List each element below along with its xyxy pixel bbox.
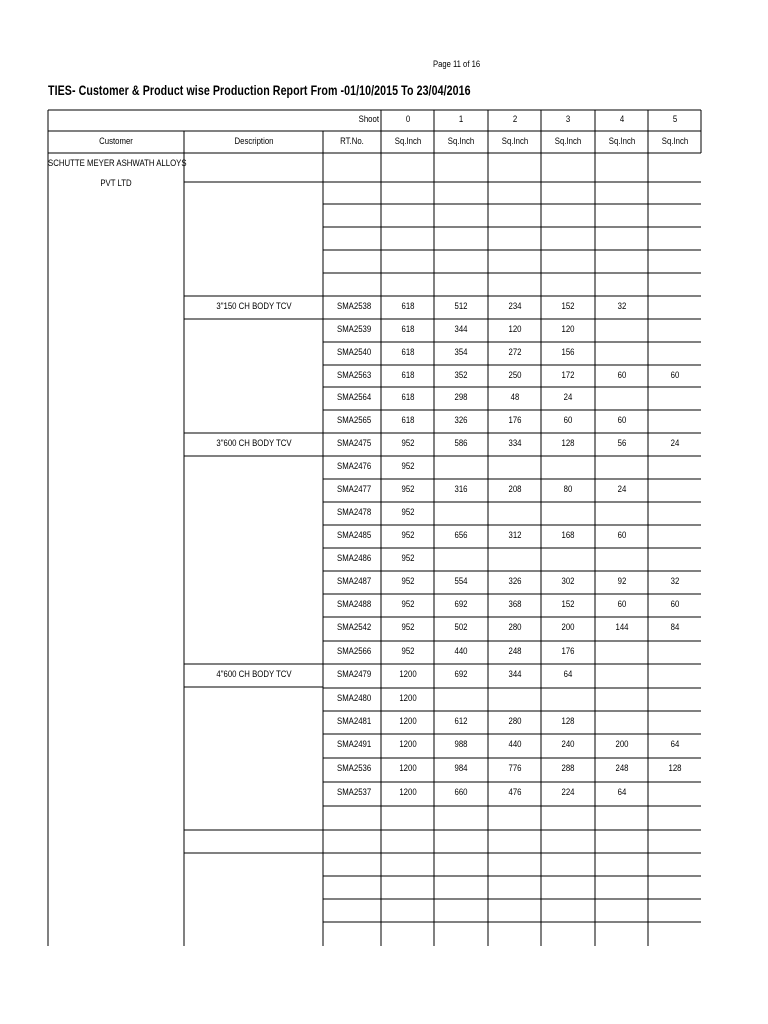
sq-inch-value: 280	[507, 716, 522, 727]
sq-inch-value: 368	[507, 599, 522, 610]
rt-number: SMA2486	[337, 553, 372, 564]
rt-number: SMA2480	[337, 693, 372, 704]
sq-inch-value: 1200	[398, 763, 417, 774]
product-description: 4"600 CH BODY TCV	[215, 669, 292, 680]
sq-inch-value: 344	[507, 669, 522, 680]
sq-inch-value: 24	[563, 392, 573, 403]
rt-number: SMA2491	[337, 739, 372, 750]
sq-inch-value: 56	[617, 438, 626, 449]
sq-inch-value: 618	[400, 301, 415, 312]
sq-inch-value: 64	[563, 669, 573, 680]
sq-inch-value: 208	[507, 484, 522, 495]
sq-inch-value: 302	[561, 576, 575, 587]
sq-inch-value: 952	[400, 530, 415, 541]
sq-inch-value: 60	[617, 530, 626, 541]
sq-inch-value: 272	[507, 347, 522, 358]
sq-inch-value: 152	[561, 301, 575, 312]
rt-number: SMA2538	[337, 301, 372, 312]
rt-number: SMA2485	[337, 530, 372, 541]
sq-inch-value: 64	[670, 739, 679, 750]
sq-inch-value: 952	[400, 599, 415, 610]
sq-inch-value: 240	[561, 739, 575, 750]
shoot-number-5: 5	[672, 114, 677, 125]
product-description: 3"150 CH BODY TCV	[215, 301, 292, 312]
sq-inch-value: 60	[617, 415, 626, 426]
report-title: TIES- Customer & Product wise Production Report From -01/10/2015 To 23/04/2016	[48, 82, 471, 98]
sq-inch-value: 200	[614, 739, 629, 750]
sq-inch-value: 24	[670, 438, 679, 449]
sq-inch-value: 128	[561, 438, 575, 449]
sq-inch-value: 440	[507, 739, 522, 750]
product-description: 3"600 CH BODY TCV	[215, 438, 292, 449]
sq-inch-value: 60	[617, 599, 626, 610]
sq-inch-value: 64	[617, 787, 626, 798]
sq-inch-value: 326	[507, 576, 522, 587]
sq-inch-value: 988	[454, 739, 468, 750]
sq-inch-value: 234	[507, 301, 522, 312]
sq-inch-value: 298	[454, 392, 468, 403]
page-number: Page 11 of 16	[433, 59, 481, 69]
sq-inch-value: 32	[617, 301, 626, 312]
rt-number: SMA2565	[337, 415, 372, 426]
sq-inch-value: 512	[454, 301, 468, 312]
sq-inch-value: 80	[563, 484, 573, 495]
sq-inch-value: 354	[454, 347, 468, 358]
sq-inch-value: 554	[454, 576, 468, 587]
description-header: Description	[234, 136, 273, 147]
sq-inch-value: 250	[507, 370, 522, 381]
sq-inch-value: 176	[507, 415, 522, 426]
sq-inch-value: 48	[510, 392, 519, 403]
sq-inch-value: 144	[614, 622, 629, 633]
sq-inch-value: 1200	[398, 669, 417, 680]
sq-inch-value: 248	[614, 763, 629, 774]
rt-number: SMA2481	[337, 716, 372, 727]
sq-inch-value: 618	[400, 370, 415, 381]
rt-number: SMA2539	[337, 324, 372, 335]
sq-inch-value: 776	[507, 763, 522, 774]
rt-number: SMA2542	[337, 622, 372, 633]
sq-inch-value: 1200	[398, 739, 417, 750]
sq-inch-value: 586	[454, 438, 468, 449]
sq-inch-value: 60	[670, 599, 679, 610]
sq-inch-value: 24	[617, 484, 626, 495]
rt-number: SMA2564	[337, 392, 372, 403]
sq-inch-value: 200	[561, 622, 575, 633]
sq-inch-value: 1200	[398, 787, 417, 798]
sq-inch-value: 656	[454, 530, 468, 541]
sq-inch-value: 248	[507, 646, 522, 657]
sq-inch-value: 84	[670, 622, 679, 633]
sq-inch-value: 224	[561, 787, 575, 798]
rt-number: SMA2475	[337, 438, 372, 449]
sq-inch-value: 952	[400, 576, 415, 587]
rt-number: SMA2477	[337, 484, 372, 495]
sq-inch-value: 120	[507, 324, 522, 335]
sq-inch-value: 952	[400, 461, 415, 472]
sq-inch-value: 92	[617, 576, 626, 587]
sq-inch-value: 120	[561, 324, 575, 335]
rt-number: SMA2540	[337, 347, 372, 358]
sq-inch-value: 334	[507, 438, 522, 449]
rt-number: SMA2488	[337, 599, 372, 610]
sq-inch-value: 476	[507, 787, 522, 798]
sq-inch-value: 280	[507, 622, 522, 633]
sq-inch-value: 176	[561, 646, 575, 657]
sq-inch-value: 128	[561, 716, 575, 727]
sq-inch-value: 952	[400, 622, 415, 633]
sq-inch-value: 952	[400, 646, 415, 657]
rt-number: SMA2536	[337, 763, 372, 774]
rt-number: SMA2476	[337, 461, 372, 472]
sq-inch-value: 618	[400, 324, 415, 335]
unit-header: Sq.Inch	[447, 136, 475, 147]
sq-inch-value: 156	[561, 347, 575, 358]
unit-header: Sq.Inch	[608, 136, 635, 147]
sq-inch-value: 344	[454, 324, 468, 335]
sq-inch-value: 172	[561, 370, 575, 381]
sq-inch-value: 440	[454, 646, 468, 657]
sq-inch-value: 1200	[398, 693, 417, 704]
sq-inch-value: 502	[454, 622, 468, 633]
sq-inch-value: 952	[400, 553, 415, 564]
sq-inch-value: 326	[454, 415, 468, 426]
sq-inch-value: 692	[454, 599, 468, 610]
sq-inch-value: 952	[400, 438, 415, 449]
rt-number: SMA2487	[337, 576, 372, 587]
sq-inch-value: 60	[670, 370, 679, 381]
unit-header: Sq.Inch	[554, 136, 582, 147]
shoot-label: Shoot	[358, 114, 379, 125]
shoot-number-1: 1	[458, 114, 464, 125]
rt-number: SMA2566	[337, 646, 372, 657]
sq-inch-value: 288	[561, 763, 575, 774]
shoot-number-3: 3	[565, 114, 571, 125]
customer-name-cont: PVT LTD	[100, 178, 132, 189]
rt-number: SMA2537	[337, 787, 372, 798]
sq-inch-value: 692	[454, 669, 468, 680]
shoot-number-2: 2	[512, 114, 517, 125]
sq-inch-value: 618	[400, 415, 415, 426]
sq-inch-value: 312	[507, 530, 522, 541]
sq-inch-value: 60	[617, 370, 626, 381]
sq-inch-value: 128	[667, 763, 682, 774]
sq-inch-value: 316	[454, 484, 468, 495]
sq-inch-value: 168	[561, 530, 575, 541]
customer-header: Customer	[99, 136, 133, 147]
unit-header: Sq.Inch	[394, 136, 421, 147]
sq-inch-value: 60	[563, 415, 573, 426]
sq-inch-value: 32	[670, 576, 679, 587]
sq-inch-value: 952	[400, 507, 415, 518]
unit-header: Sq.Inch	[661, 136, 688, 147]
rt-number: SMA2563	[337, 370, 372, 381]
customer-name: SCHUTTE MEYER ASHWATH ALLOYS	[48, 158, 187, 169]
sq-inch-value: 660	[454, 787, 468, 798]
sq-inch-value: 612	[454, 716, 468, 727]
sq-inch-value: 152	[561, 599, 575, 610]
rt-number: SMA2478	[337, 507, 372, 518]
sq-inch-value: 1200	[398, 716, 417, 727]
sq-inch-value: 618	[400, 392, 415, 403]
sq-inch-value: 984	[454, 763, 468, 774]
rt-no-header: RT.No.	[340, 136, 364, 147]
sq-inch-value: 618	[400, 347, 415, 358]
shoot-number-4: 4	[619, 114, 624, 125]
sq-inch-value: 952	[400, 484, 415, 495]
unit-header: Sq.Inch	[501, 136, 528, 147]
shoot-number-0: 0	[405, 114, 410, 125]
rt-number: SMA2479	[337, 669, 372, 680]
sq-inch-value: 352	[454, 370, 468, 381]
